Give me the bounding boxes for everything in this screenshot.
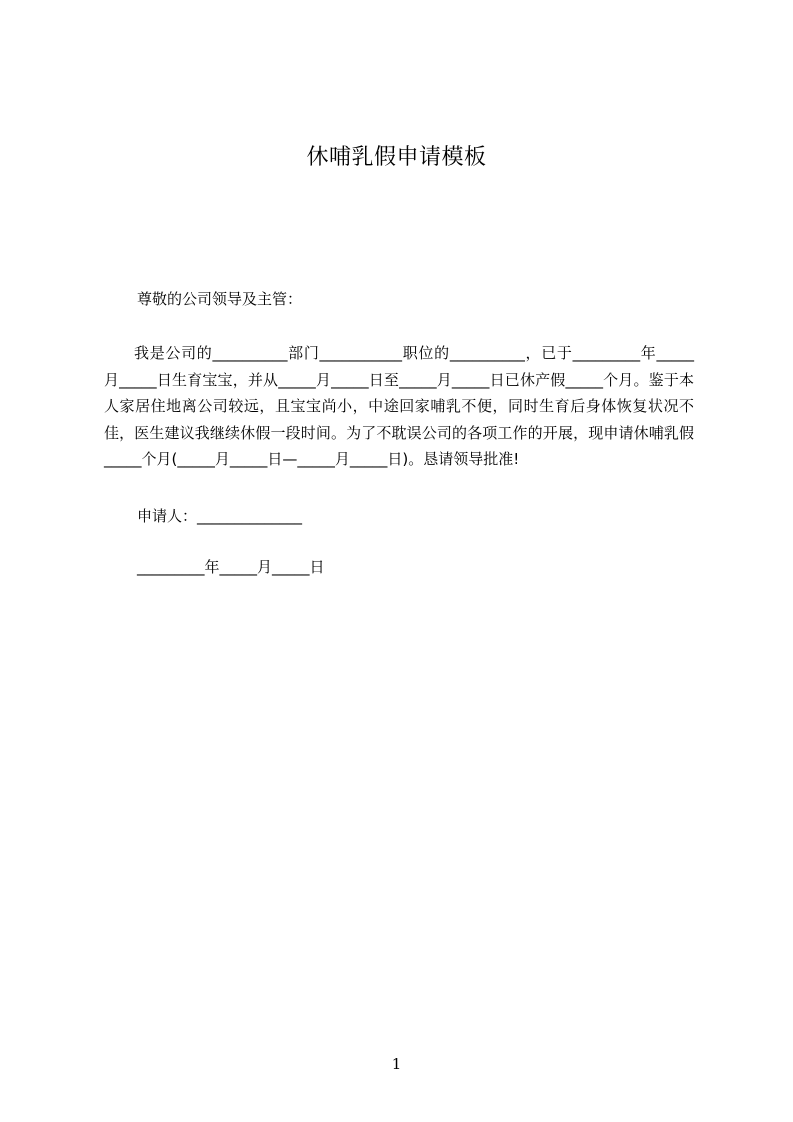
page-number: 1 <box>391 1055 402 1073</box>
applicant-signature-line: 申请人：______________ <box>137 507 303 525</box>
body-paragraph: 我是公司的__________部门___________职位的__________，已于_________年_____月_____日生育宝宝，并从_____月_____日至_____月_____日已休产假_____个月。鉴于本人家居住地离公司较远，且宝宝尚小，中途回家哺乳不便，同时生育后身体恢复状况不佳，医生建议我继续休假一段时间。为了不耽误公司的各项工作的开展，现申请休哺乳假_____个月(_____月_____日—_____月_____日)。恳请领导批准! <box>104 344 694 468</box>
date-line: _________年_____月_____日 <box>137 558 325 576</box>
document-title: 休哺乳假申请模板 <box>306 145 487 170</box>
salutation: 尊敬的公司领导及主管： <box>137 290 303 308</box>
